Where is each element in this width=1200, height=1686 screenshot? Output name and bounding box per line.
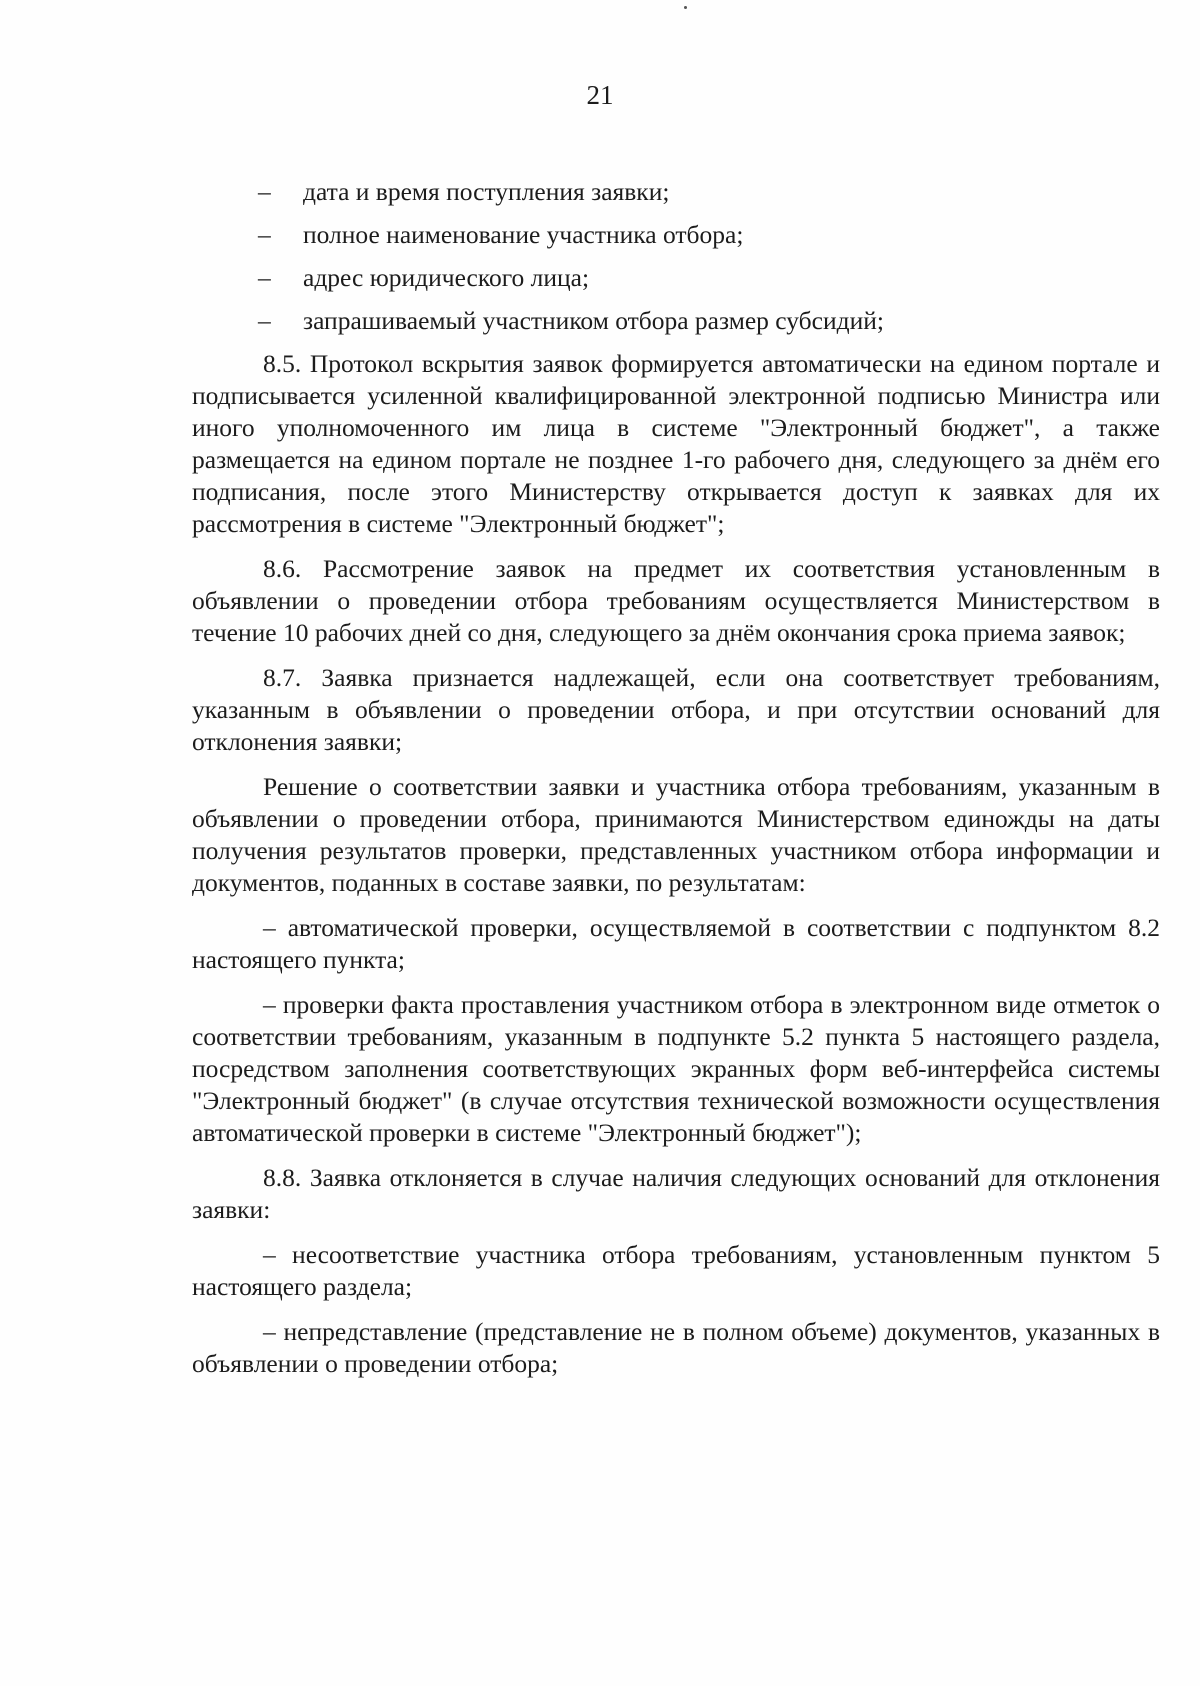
list-item xyxy=(192,305,1160,337)
paragraph-8-6: 8.6. Рассмотрение заявок на предмет их соответствия установленным в объявлении о проведении отбора требованиям осуществляется Министерством в течение 10 рабочих дней со дня, следующего за днём окончания срока приема заявок; xyxy=(192,554,1160,647)
document-body xyxy=(192,176,1160,1393)
paragraph-8-5: 8.5. Протокол вскрытия заявок формируется автоматически на едином портале и подписывается усиленной квалифицированной электронной подписью Министра или иного уполномоченного им лица в системе "Электронный бюджет", а также размещается на едином портале не позднее 1-го рабочего дня, следующего за днём его подписания, после этого Министерству открывается доступ к заявках для их рассмотрения в системе "Электронный бюджет"; xyxy=(192,349,1160,538)
paragraph-mismatch: – несоответствие участника отбора требованиям, установленным пунктом 5 настоящего раздела; xyxy=(192,1240,1160,1301)
dash-bullet: – xyxy=(258,220,271,249)
paragraph-decision: Решение о соответствии заявки и участника отбора требованиям, указанным в объявлении о проведении отбора, принимаются Министерством единожды на даты получения результатов проверки, представленных участником отбора информации и документов, поданных в составе заявки, по результатам: xyxy=(192,772,1160,897)
scan-speck xyxy=(684,6,687,9)
paragraph-manual-check: – проверки факта проставления участником отбора в электронном виде отметок о соответствии требованиям, указанным в подпункте 5.2 пункта 5 настоящего раздела, посредством заполнения соответствующих экранных форм веб-интерфейса системы "Электронный бюджет" (в случае отсутствия технической возможности осуществления автоматической проверки в системе "Электронный бюджет"); xyxy=(192,990,1160,1147)
paragraph-auto-check: – автоматической проверки, осуществляемой в соответствии с подпунктом 8.2 настоящего пункта; xyxy=(192,913,1160,974)
paragraph-missing-docs: – непредставление (представление не в полном объеме) документов, указанных в объявлении о проведении отбора; xyxy=(192,1317,1160,1378)
list-item xyxy=(192,219,1160,251)
dash-bullet: – xyxy=(258,306,271,335)
dash-bullet: – xyxy=(258,177,271,206)
list-item xyxy=(192,262,1160,294)
dash-bullet: – xyxy=(258,263,271,292)
page-number: 21 xyxy=(586,80,614,110)
list-item-text: запрашиваемый участником отбора размер субсидий; xyxy=(303,306,884,335)
paragraph-8-8: 8.8. Заявка отклоняется в случае наличия следующих оснований для отклонения заявки: xyxy=(192,1163,1160,1224)
list-item-text: дата и время поступления заявки; xyxy=(303,177,670,206)
paragraph-8-7: 8.7. Заявка признается надлежащей, если она соответствует требованиям, указанным в объявлении о проведении отбора, и при отсутствии оснований для отклонения заявки; xyxy=(192,663,1160,756)
list-item-text: адрес юридического лица; xyxy=(303,263,590,292)
list-item-text: полное наименование участника отбора; xyxy=(303,220,744,249)
list-item xyxy=(192,176,1160,208)
